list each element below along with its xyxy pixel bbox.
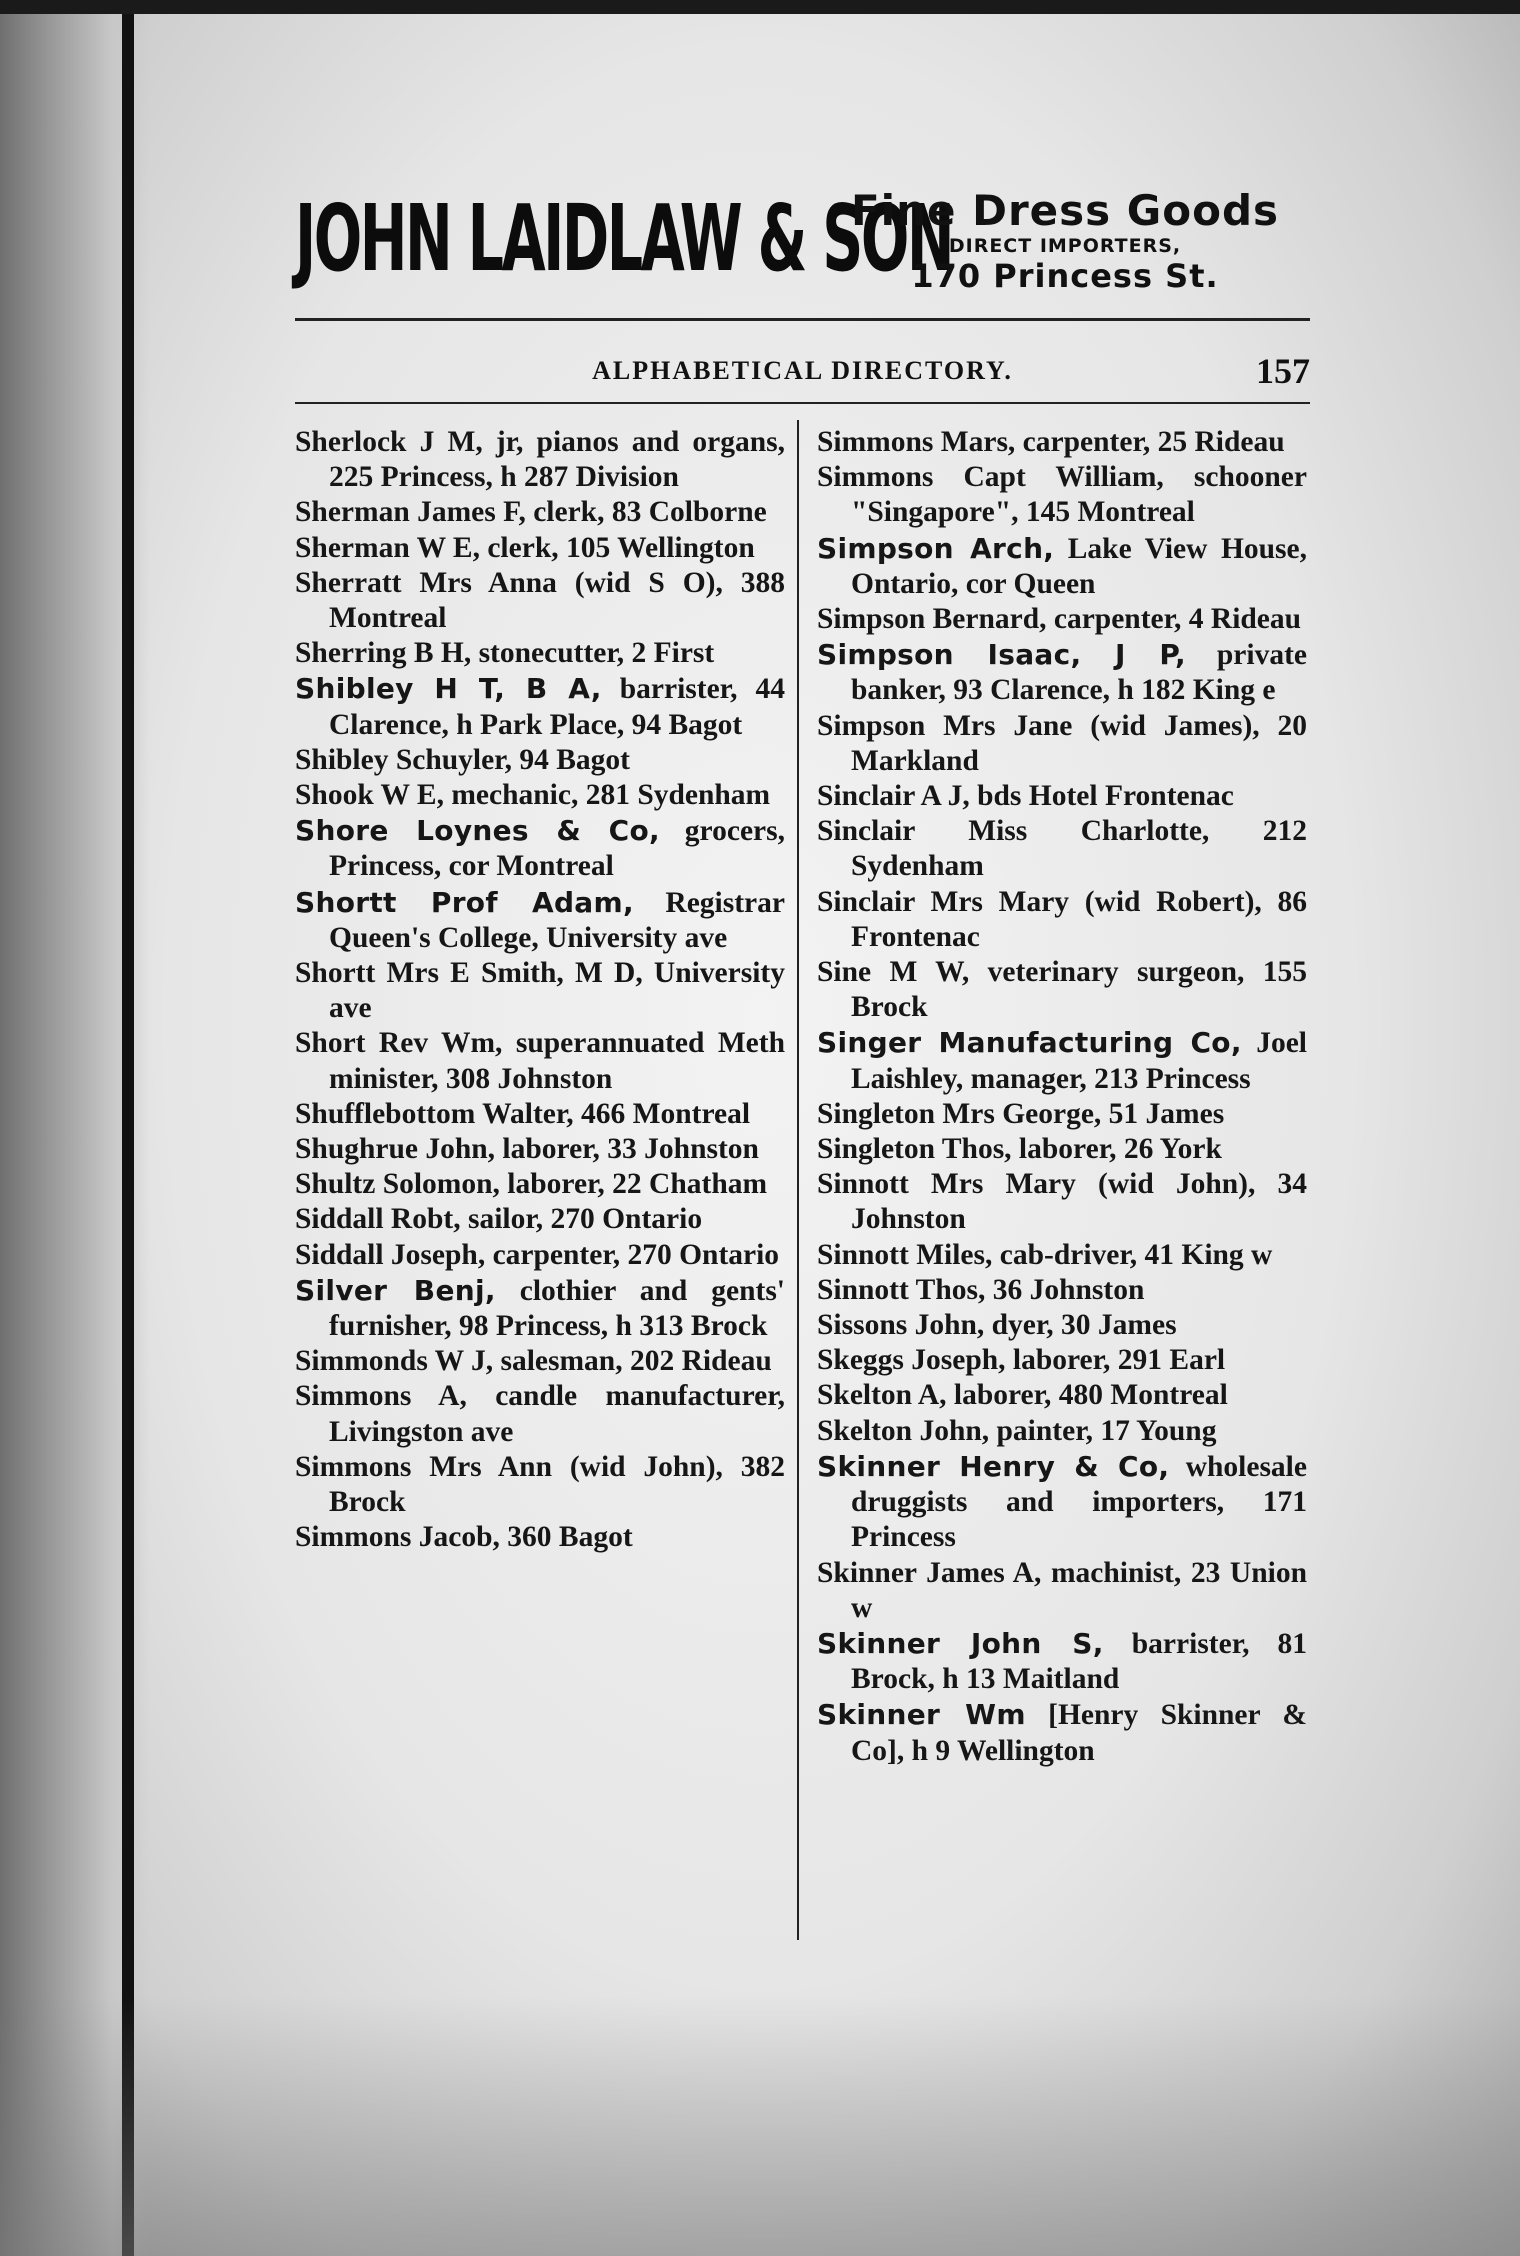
entry-text: Sherman James F, clerk, 83 Colborne — [295, 496, 767, 529]
entry-text: Sinnott Thos, 36 Johnston — [817, 1273, 1145, 1306]
entry-text: private banker, 93 Clarence, h 182 King e — [851, 639, 1307, 707]
directory-entry — [817, 1097, 1307, 1132]
directory-entry — [817, 1343, 1307, 1378]
entry-text: Siddall Joseph, carpenter, 270 Ontario — [295, 1238, 780, 1271]
advert-address: 170 Princess St. — [911, 257, 1219, 295]
entry-text: Sherratt Mrs Anna (wid S O), 388 Montreal — [295, 566, 785, 635]
directory-entry — [817, 602, 1307, 637]
advert-slogan: Fine Dress Goods — [850, 186, 1280, 235]
directory-entry — [295, 1238, 785, 1273]
entry-text: Shibley Schuyler, 94 Bagot — [295, 743, 630, 776]
directory-entry — [295, 1344, 785, 1379]
directory-entry — [295, 566, 785, 636]
page-number: 157 — [1256, 351, 1310, 391]
directory-entry — [817, 1167, 1307, 1237]
entry-text: Simmons Jacob, 360 Bagot — [295, 1521, 633, 1554]
entry-text: Shultz Solomon, laborer, 22 Chatham — [295, 1168, 768, 1201]
entry-text: Simmons Capt William, schooner "Singapore", 145 Montreal — [817, 461, 1307, 529]
entry-text: Singleton Mrs George, 51 James — [817, 1097, 1225, 1130]
entry-bold-name: Silver Benj, — [295, 1273, 496, 1307]
entry-text: Shufflebottom Walter, 466 Montreal — [295, 1097, 751, 1130]
directory-entry — [295, 531, 785, 566]
entry-bold-name: Shore Loynes & Co, — [295, 814, 660, 848]
directory-entry — [295, 495, 785, 530]
entry-text: Simmons A, candle manufacturer, Livingston ave — [295, 1380, 785, 1448]
directory-entry — [817, 1449, 1307, 1556]
entry-text: wholesale druggists and importers, 171 Princess — [851, 1450, 1307, 1554]
entry-bold-name: Skinner Henry & Co, — [817, 1449, 1170, 1483]
directory-entry — [817, 1378, 1307, 1413]
directory-entry — [295, 425, 785, 495]
entry-text: Shortt Mrs E Smith, M D, University ave — [295, 957, 785, 1025]
directory-entry — [817, 1273, 1307, 1308]
directory-entry — [295, 1520, 785, 1555]
entry-bold-name: Shibley H T, B A, — [295, 672, 602, 706]
right-column — [817, 425, 1307, 1769]
advert-details — [820, 188, 1310, 294]
entry-text: barrister, 44 Clarence, h Park Place, 94 Bagot — [329, 673, 785, 741]
entry-text: Sinnott Mrs Mary (wid John), 34 Johnston — [817, 1168, 1307, 1236]
top-edge — [0, 0, 1520, 14]
entry-text: Simpson Mrs Jane (wid James), 20 Markland — [817, 709, 1307, 777]
entry-text: Sinclair Mrs Mary (wid Robert), 86 Frontenac — [817, 885, 1307, 953]
entry-text: Shook W E, mechanic, 281 Sydenham — [295, 779, 771, 812]
left-column — [295, 425, 785, 1556]
entry-text: [Henry Skinner & Co], h 9 Wellington — [851, 1699, 1307, 1767]
directory-entry — [817, 637, 1307, 708]
entry-bold-name: Singer Manufacturing Co, — [817, 1026, 1242, 1060]
entry-text: barrister, 81 Brock, h 13 Maitland — [851, 1627, 1308, 1696]
directory-entry — [295, 1273, 785, 1344]
directory-entry — [295, 671, 785, 742]
entry-text: Sherring B H, stonecutter, 2 First — [295, 637, 715, 670]
entry-text: Singleton Thos, laborer, 26 York — [817, 1133, 1222, 1166]
entry-text: Sinclair Miss Charlotte, 212 Sydenham — [817, 815, 1307, 883]
directory-entry — [817, 531, 1307, 602]
entry-text: Skinner James A, machinist, 23 Union w — [817, 1556, 1307, 1624]
entry-bold-name: Skinner John S, — [817, 1626, 1104, 1660]
entry-text: Skeggs Joseph, laborer, 291 Earl — [817, 1344, 1226, 1377]
directory-entry — [817, 1626, 1307, 1697]
directory-entry — [295, 1026, 785, 1096]
directory-page — [295, 180, 1310, 1980]
entry-text: Simpson Bernard, carpenter, 4 Rideau — [817, 603, 1302, 636]
entry-text: Skelton John, painter, 17 Young — [817, 1414, 1217, 1447]
entry-text: Shughrue John, laborer, 33 Johnston — [295, 1133, 759, 1166]
directory-entry — [295, 956, 785, 1026]
directory-entry — [295, 1450, 785, 1520]
directory-entry — [817, 885, 1307, 955]
column-divider — [797, 420, 799, 1940]
directory-entry — [817, 425, 1307, 460]
directory-entry — [295, 1167, 785, 1202]
directory-entry — [817, 1697, 1307, 1768]
directory-entry — [295, 778, 785, 813]
entry-bold-name: Simpson Arch, — [817, 531, 1055, 565]
directory-entry — [295, 1132, 785, 1167]
binding-edge — [122, 0, 134, 2256]
directory-entry — [817, 1414, 1307, 1449]
entry-text: Sine M W, veterinary surgeon, 155 Brock — [817, 956, 1307, 1024]
header-rule-bottom — [295, 402, 1310, 404]
directory-entry — [295, 1097, 785, 1132]
directory-entry — [817, 460, 1307, 530]
directory-entry — [817, 1132, 1307, 1167]
entry-text: Sherlock J M, jr, pianos and organs, 225 Princess, h 287 Division — [295, 426, 785, 494]
entry-bold-name: Simpson Isaac, J P, — [817, 638, 1186, 672]
advert-importers: DIRECT IMPORTERS, — [948, 235, 1182, 257]
directory-entry — [295, 636, 785, 671]
entry-text: Sherman W E, clerk, 105 Wellington — [295, 531, 755, 564]
directory-entry — [817, 814, 1307, 884]
advert-firm-name: JOHN LAIDLAW & SON — [295, 185, 953, 292]
entry-text: Simmons Mrs Ann (wid John), 382 Brock — [295, 1450, 785, 1519]
directory-entry — [295, 1379, 785, 1449]
entry-text: Lake View House, Ontario, cor Queen — [851, 532, 1307, 600]
directory-entry — [817, 1025, 1307, 1096]
entry-text: clothier and gents' furnisher, 98 Princess, h 313 Brock — [329, 1274, 785, 1343]
directory-entry — [817, 955, 1307, 1025]
entry-text: Simmonds W J, salesman, 202 Rideau — [295, 1345, 772, 1378]
entry-text: Skelton A, laborer, 480 Montreal — [817, 1379, 1228, 1412]
entry-text: Siddall Robt, sailor, 270 Ontario — [295, 1203, 703, 1236]
entry-bold-name: Shortt Prof Adam, — [295, 885, 634, 919]
directory-entry — [817, 779, 1307, 814]
directory-entry — [817, 709, 1307, 779]
directory-entry — [295, 743, 785, 778]
entry-text: Short Rev Wm, superannuated Meth minister, 308 Johnston — [295, 1027, 785, 1095]
entry-text: grocers, Princess, cor Montreal — [329, 815, 785, 883]
directory-entry — [817, 1556, 1307, 1626]
entry-text: Sinclair A J, bds Hotel Frontenac — [817, 780, 1234, 813]
entry-bold-name: Skinner Wm — [817, 1698, 1026, 1732]
advertisement-banner — [295, 180, 1310, 300]
directory-entry — [817, 1238, 1307, 1273]
directory-entry — [295, 885, 785, 956]
entry-text: Simmons Mars, carpenter, 25 Rideau — [817, 426, 1285, 458]
entry-text: Registrar Queen's College, University ave — [329, 886, 785, 954]
header-rule-top — [295, 318, 1310, 321]
page-title: ALPHABETICAL DIRECTORY. — [592, 356, 1013, 385]
running-header — [295, 350, 1310, 400]
directory-entry — [817, 1308, 1307, 1343]
directory-entry — [295, 1202, 785, 1237]
entry-text: Joel Laishley, manager, 213 Princess — [851, 1027, 1307, 1095]
entry-text: Sinnott Miles, cab-driver, 41 King w — [817, 1238, 1273, 1271]
bottom-page-shade — [0, 1996, 1520, 2256]
entry-text: Sissons John, dyer, 30 James — [817, 1309, 1177, 1342]
directory-entry — [295, 813, 785, 884]
